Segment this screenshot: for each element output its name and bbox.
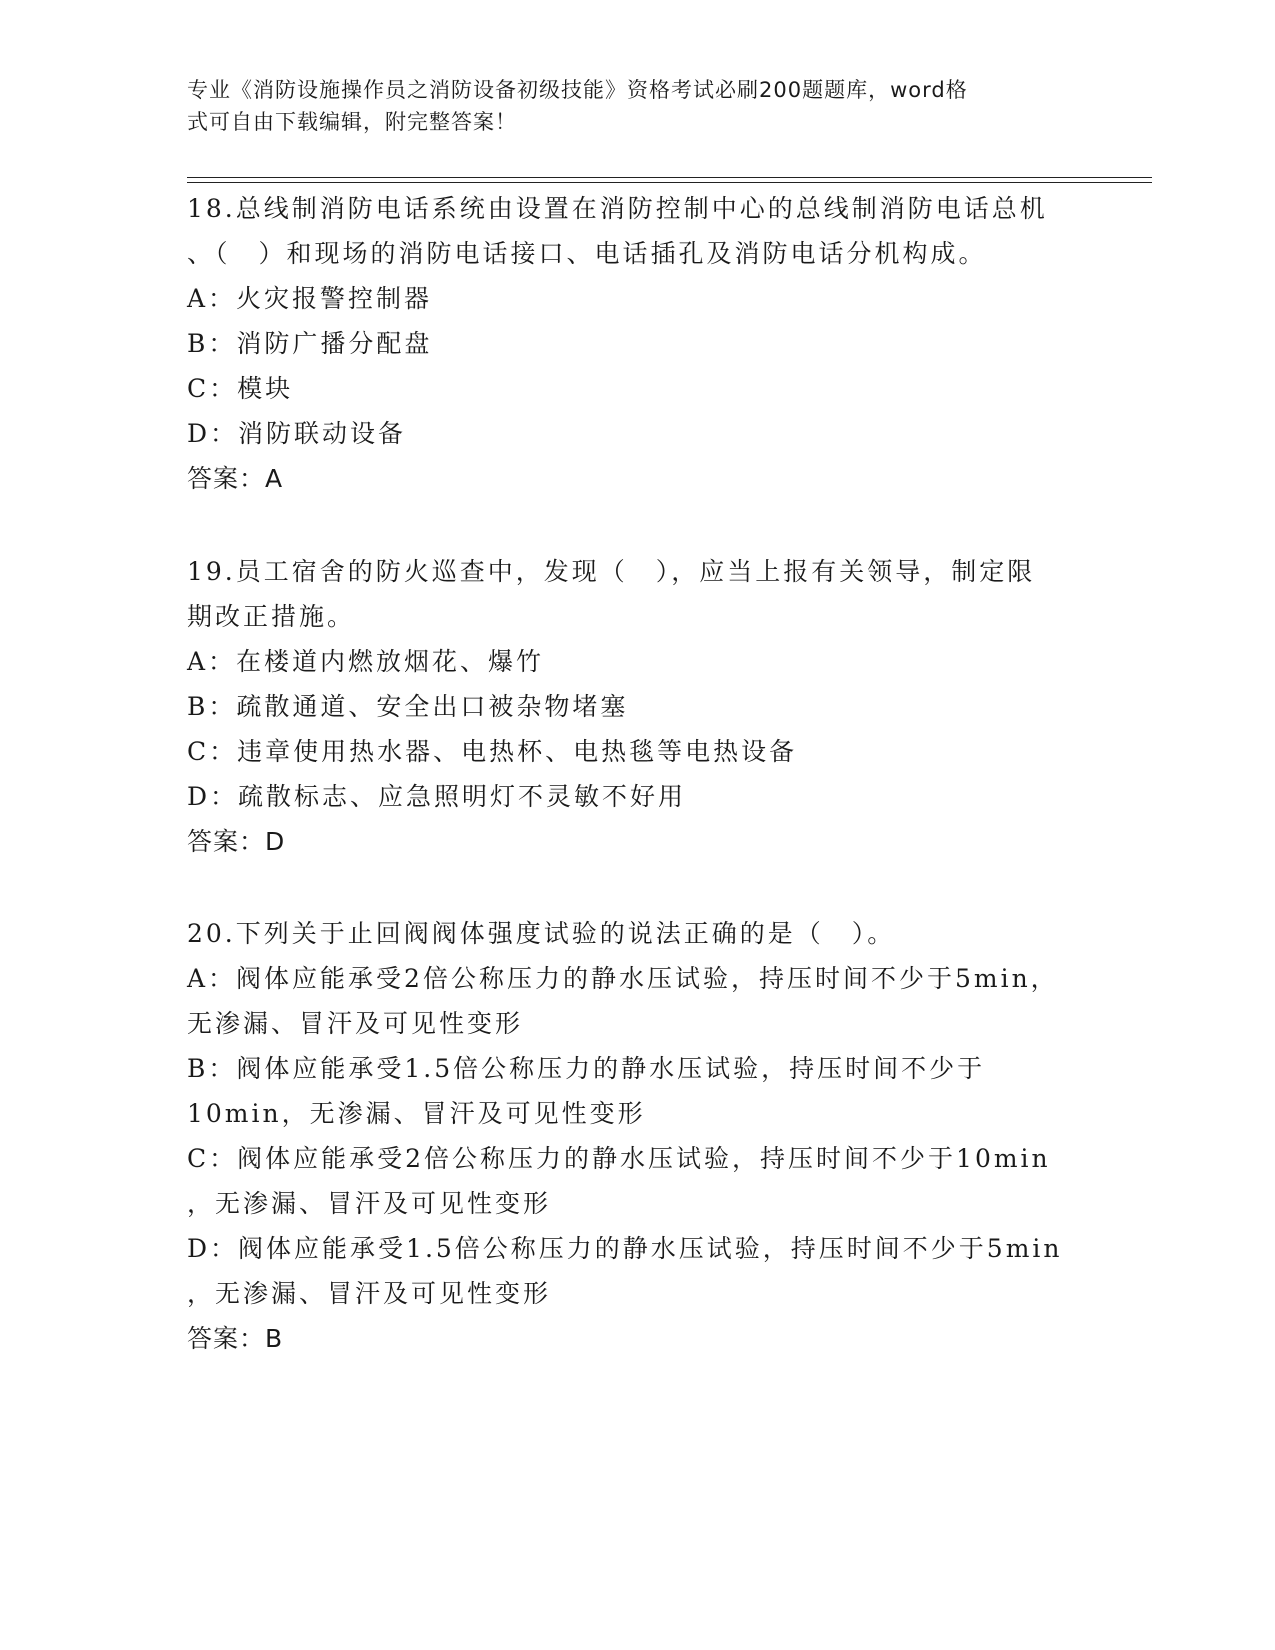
option-a: A：火灾报警控制器 bbox=[187, 284, 433, 313]
header-line-1: 专业《消防设施操作员之消防设备初级技能》资格考试必刷200题题库，word格 bbox=[187, 78, 968, 102]
question-18 bbox=[187, 186, 1087, 501]
question-stem-line: 18.总线制消防电话系统由设置在消防控制中心的总线制消防电话总机 bbox=[187, 194, 1048, 223]
option-a-continued: 无渗漏、冒汗及可见性变形 bbox=[187, 1009, 524, 1038]
option-a: A：阀体应能承受2倍公称压力的静水压试验，持压时间不少于5min， bbox=[187, 964, 1059, 993]
answer-label: 答案：D bbox=[187, 827, 286, 856]
question-stem-line: 19.员工宿舍的防火巡查中，发现（ ），应当上报有关领导，制定限 bbox=[187, 557, 1036, 586]
option-c: C：违章使用热水器、电热杯、电热毯等电热设备 bbox=[187, 737, 798, 766]
option-d-continued: ，无渗漏、冒汗及可见性变形 bbox=[187, 1279, 552, 1308]
option-c-continued: ，无渗漏、冒汗及可见性变形 bbox=[187, 1189, 552, 1218]
question-stem-line: 20.下列关于止回阀阀体强度试验的说法正确的是（ ）。 bbox=[187, 919, 896, 948]
answer-label: 答案：A bbox=[187, 464, 284, 493]
option-a: A：在楼道内燃放烟花、爆竹 bbox=[187, 647, 545, 676]
option-b-continued: 10min，无渗漏、冒汗及可见性变形 bbox=[187, 1099, 646, 1128]
question-stem-line: 期改正措施。 bbox=[187, 602, 356, 631]
header-divider-bottom bbox=[187, 182, 1152, 183]
question-stem-line: 、（ ）和现场的消防电话接口、电话插孔及消防电话分机构成。 bbox=[187, 239, 987, 268]
option-d: D：消防联动设备 bbox=[187, 419, 407, 448]
header-divider-top bbox=[187, 177, 1152, 178]
option-c: C：阀体应能承受2倍公称压力的静水压试验，持压时间不少于10min bbox=[187, 1144, 1051, 1173]
option-d: D：疏散标志、应急照明灯不灵敏不好用 bbox=[187, 782, 687, 811]
option-b: B：阀体应能承受1.5倍公称压力的静水压试验，持压时间不少于 bbox=[187, 1054, 986, 1083]
option-d: D：阀体应能承受1.5倍公称压力的静水压试验，持压时间不少于5min bbox=[187, 1234, 1063, 1263]
document-header bbox=[187, 74, 1067, 138]
answer-label: 答案：B bbox=[187, 1324, 284, 1353]
question-19 bbox=[187, 549, 1087, 864]
option-b: B：疏散通道、安全出口被杂物堵塞 bbox=[187, 692, 629, 721]
question-20 bbox=[187, 911, 1087, 1361]
header-line-2: 式可自由下载编辑，附完整答案！ bbox=[187, 110, 517, 134]
option-b: B：消防广播分配盘 bbox=[187, 329, 433, 358]
option-c: C：模块 bbox=[187, 374, 294, 403]
